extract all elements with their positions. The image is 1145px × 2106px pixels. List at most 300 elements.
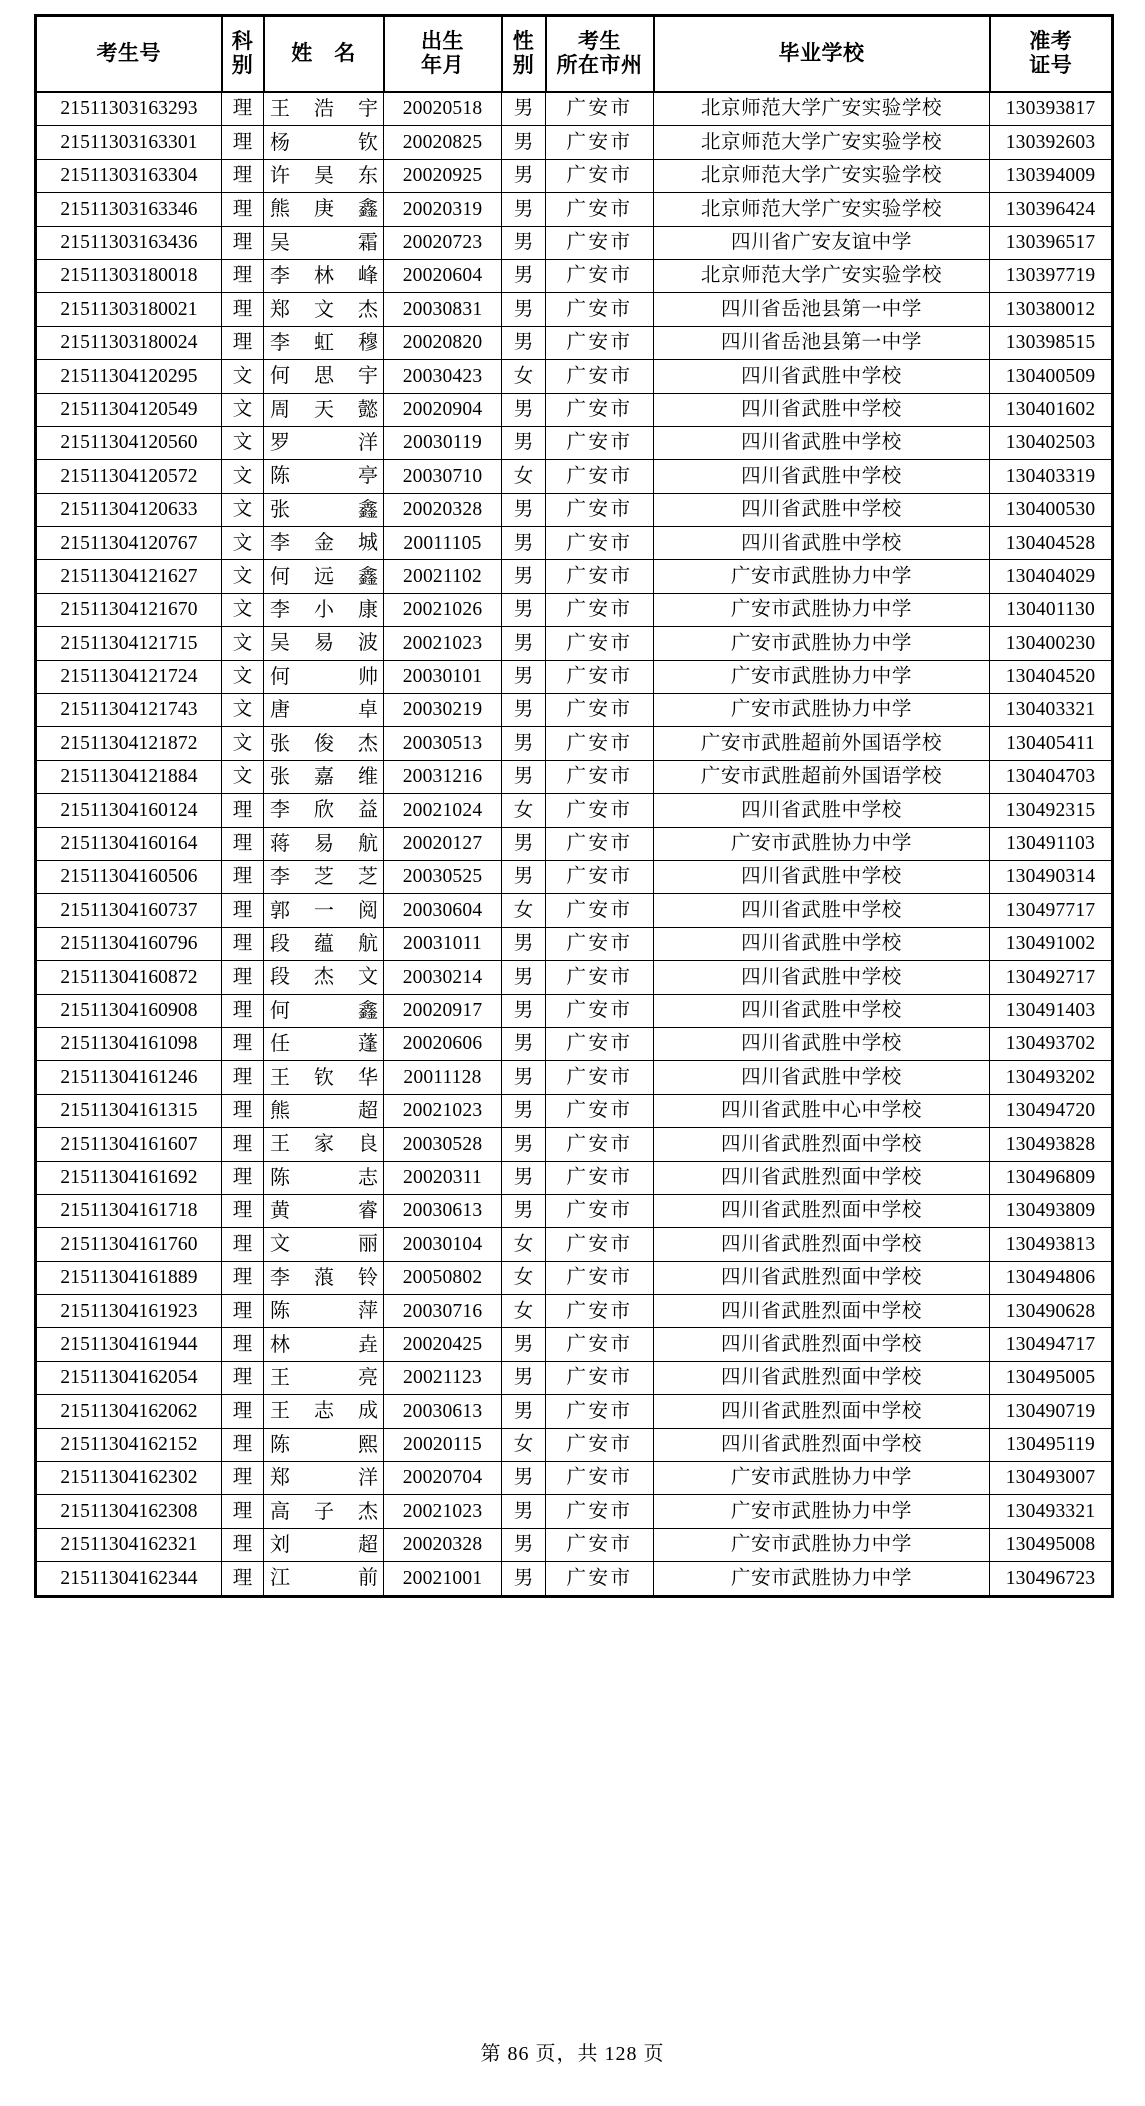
table-row — [36, 326, 1113, 359]
cell-school: 四川省武胜中学校 — [654, 994, 990, 1027]
cell-admit-no: 130403319 — [990, 460, 1113, 493]
name-char: 王 — [270, 98, 290, 121]
name-char: 益 — [358, 799, 378, 822]
name-distributed — [264, 1134, 383, 1154]
column-header-city-line2: 所在市州 — [556, 53, 643, 77]
cell-candidate-no: 21511304160737 — [36, 894, 222, 927]
cell-birth-date: 20020127 — [384, 827, 502, 860]
table-row — [36, 1528, 1113, 1561]
cell-name — [264, 1061, 384, 1094]
cell-school: 四川省武胜中学校 — [654, 426, 990, 459]
cell-subject: 理 — [222, 259, 264, 292]
cell-candidate-no: 21511304120549 — [36, 393, 222, 426]
name-distributed — [264, 1034, 383, 1054]
name-char: 张 — [270, 732, 290, 755]
cell-candidate-no: 21511304121872 — [36, 727, 222, 760]
name-char: 吴 — [270, 231, 290, 254]
cell-school: 四川省岳池县第一中学 — [654, 326, 990, 359]
name-char: 志 — [314, 1400, 334, 1423]
cell-admit-no: 130400530 — [990, 493, 1113, 526]
name-distributed — [264, 500, 383, 520]
table-row — [36, 1061, 1113, 1094]
cell-city: 广安市 — [546, 527, 654, 560]
column-header-gender-line1: 性 — [512, 29, 535, 54]
name-char: 张 — [270, 766, 290, 788]
table-row — [36, 1261, 1113, 1294]
table-row — [36, 860, 1113, 893]
cell-name — [264, 1128, 384, 1161]
cell-city: 广安市 — [546, 126, 654, 159]
cell-birth-date: 20020115 — [384, 1428, 502, 1461]
cell-school: 四川省岳池县第一中学 — [654, 293, 990, 326]
cell-gender: 男 — [502, 193, 546, 226]
cell-birth-date: 20020704 — [384, 1462, 502, 1495]
name-char: 帅 — [358, 665, 378, 688]
cell-birth-date: 20021023 — [384, 1094, 502, 1127]
name-char: 远 — [314, 565, 334, 588]
cell-city: 广安市 — [546, 1194, 654, 1227]
cell-admit-no: 130404520 — [990, 660, 1113, 693]
cell-admit-no: 130404703 — [990, 760, 1113, 793]
cell-gender: 男 — [502, 493, 546, 526]
cell-gender: 男 — [502, 694, 546, 727]
cell-gender: 女 — [502, 1295, 546, 1328]
name-distributed — [264, 600, 383, 620]
cell-candidate-no: 21511304162054 — [36, 1361, 222, 1394]
cell-name — [264, 961, 384, 994]
cell-birth-date: 20020917 — [384, 994, 502, 1027]
cell-subject: 理 — [222, 226, 264, 259]
cell-city: 广安市 — [546, 660, 654, 693]
cell-candidate-no: 21511304161944 — [36, 1328, 222, 1361]
name-char: 蕴 — [314, 932, 334, 955]
name-distributed — [264, 400, 383, 420]
table-header — [36, 16, 1113, 93]
cell-school: 广安市武胜协力中学 — [654, 827, 990, 860]
name-distributed — [264, 533, 383, 553]
page-footer: 第 86 页，共 128 页 — [480, 2043, 665, 2065]
cell-gender: 女 — [502, 1261, 546, 1294]
table-header-row — [36, 16, 1113, 93]
column-header-name-label: 姓 名 — [291, 41, 356, 66]
cell-name — [264, 894, 384, 927]
table-row — [36, 1094, 1113, 1127]
cell-subject: 理 — [222, 1295, 264, 1328]
cell-birth-date: 20020328 — [384, 493, 502, 526]
name-char: 熙 — [358, 1433, 378, 1456]
cell-admit-no: 130493202 — [990, 1061, 1113, 1094]
cell-name — [264, 1428, 384, 1461]
cell-birth-date: 20030831 — [384, 293, 502, 326]
cell-subject: 文 — [222, 627, 264, 660]
cell-admit-no: 130491002 — [990, 927, 1113, 960]
cell-birth-date: 20020328 — [384, 1528, 502, 1561]
cell-admit-no: 130493828 — [990, 1128, 1113, 1161]
name-char: 维 — [358, 766, 378, 788]
name-char: 鑫 — [358, 198, 378, 221]
cell-city: 广安市 — [546, 360, 654, 393]
cell-candidate-no: 21511304120767 — [36, 527, 222, 560]
name-char: 杰 — [314, 966, 334, 989]
table-row — [36, 460, 1113, 493]
cell-candidate-no: 21511304161760 — [36, 1228, 222, 1261]
cell-city: 广安市 — [546, 593, 654, 626]
column-header-candidate-no — [36, 16, 222, 93]
table-row — [36, 794, 1113, 827]
name-char: 超 — [358, 1099, 378, 1122]
name-char: 杰 — [358, 1500, 378, 1523]
cell-subject: 理 — [222, 1562, 264, 1596]
cell-subject: 理 — [222, 1428, 264, 1461]
cell-birth-date: 20021102 — [384, 560, 502, 593]
cell-subject: 理 — [222, 1261, 264, 1294]
cell-candidate-no: 21511304161607 — [36, 1128, 222, 1161]
cell-birth-date: 20020825 — [384, 126, 502, 159]
cell-name — [264, 426, 384, 459]
name-char: 卓 — [358, 699, 378, 722]
name-char: 鑫 — [358, 498, 378, 521]
name-char: 志 — [358, 1166, 378, 1189]
table-row — [36, 259, 1113, 292]
cell-school: 广安市武胜协力中学 — [654, 660, 990, 693]
cell-gender: 男 — [502, 1061, 546, 1094]
cell-city: 广安市 — [546, 860, 654, 893]
table-body — [36, 92, 1113, 1596]
cell-candidate-no: 21511304162152 — [36, 1428, 222, 1461]
cell-subject: 理 — [222, 1161, 264, 1194]
cell-admit-no: 130493321 — [990, 1495, 1113, 1528]
cell-subject: 理 — [222, 894, 264, 927]
cell-school: 四川省武胜中学校 — [654, 894, 990, 927]
table-row — [36, 727, 1113, 760]
cell-school: 四川省武胜烈面中学校 — [654, 1295, 990, 1328]
cell-subject: 理 — [222, 1395, 264, 1428]
name-char: 亮 — [358, 1367, 378, 1390]
name-char: 李 — [270, 265, 290, 288]
cell-admit-no: 130396424 — [990, 193, 1113, 226]
name-char: 萍 — [358, 1300, 378, 1323]
name-distributed — [264, 1068, 383, 1088]
name-distributed — [264, 1568, 383, 1588]
name-char: 芝 — [314, 866, 334, 889]
cell-candidate-no: 21511304160506 — [36, 860, 222, 893]
table-row — [36, 493, 1113, 526]
name-distributed — [264, 1234, 383, 1254]
cell-school: 四川省武胜烈面中学校 — [654, 1228, 990, 1261]
name-char: 何 — [270, 665, 290, 688]
cell-gender: 女 — [502, 1428, 546, 1461]
cell-school: 广安市武胜超前外国语学校 — [654, 760, 990, 793]
cell-city: 广安市 — [546, 293, 654, 326]
column-header-subject-line1: 科 — [231, 29, 254, 54]
cell-birth-date: 20011105 — [384, 527, 502, 560]
cell-candidate-no: 21511304121715 — [36, 627, 222, 660]
cell-admit-no: 130392603 — [990, 126, 1113, 159]
cell-city: 广安市 — [546, 426, 654, 459]
cell-school: 广安市武胜协力中学 — [654, 593, 990, 626]
name-char: 超 — [358, 1533, 378, 1556]
name-char: 江 — [270, 1567, 290, 1590]
column-header-birth-line2: 年月 — [421, 53, 464, 77]
cell-name — [264, 1528, 384, 1561]
cell-subject: 理 — [222, 927, 264, 960]
cell-name — [264, 1328, 384, 1361]
cell-gender: 男 — [502, 259, 546, 292]
column-header-birth-line1: 出生 — [421, 29, 464, 54]
cell-subject: 理 — [222, 794, 264, 827]
name-char: 杰 — [358, 298, 378, 321]
cell-school: 四川省武胜中学校 — [654, 794, 990, 827]
cell-city: 广安市 — [546, 326, 654, 359]
cell-subject: 理 — [222, 1328, 264, 1361]
cell-candidate-no: 21511304121724 — [36, 660, 222, 693]
name-distributed — [264, 767, 383, 787]
column-header-city — [546, 16, 654, 93]
table-row — [36, 593, 1113, 626]
cell-birth-date: 20021026 — [384, 593, 502, 626]
cell-gender: 男 — [502, 159, 546, 192]
table-row — [36, 1027, 1113, 1060]
cell-city: 广安市 — [546, 961, 654, 994]
name-char: 航 — [358, 932, 378, 955]
cell-subject: 理 — [222, 961, 264, 994]
name-char: 李 — [270, 866, 290, 889]
cell-birth-date: 20031011 — [384, 927, 502, 960]
cell-gender: 男 — [502, 927, 546, 960]
cell-gender: 男 — [502, 293, 546, 326]
cell-school: 四川省广安友谊中学 — [654, 226, 990, 259]
cell-birth-date: 20030119 — [384, 426, 502, 459]
name-char: 钦 — [358, 131, 378, 154]
name-char: 波 — [358, 632, 378, 655]
cell-candidate-no: 21511304161923 — [36, 1295, 222, 1328]
cell-city: 广安市 — [546, 1295, 654, 1328]
name-char: 易 — [314, 632, 334, 655]
cell-gender: 男 — [502, 727, 546, 760]
name-distributed — [264, 166, 383, 186]
name-char: 文 — [358, 966, 378, 989]
name-char: 嘉 — [314, 766, 334, 788]
cell-gender: 男 — [502, 126, 546, 159]
name-char: 王 — [270, 1133, 290, 1156]
cell-school: 四川省武胜烈面中学校 — [654, 1161, 990, 1194]
name-char: 李 — [270, 532, 290, 555]
cell-city: 广安市 — [546, 1328, 654, 1361]
cell-city: 广安市 — [546, 1395, 654, 1428]
cell-gender: 男 — [502, 994, 546, 1027]
cell-name — [264, 1361, 384, 1394]
cell-candidate-no: 21511303163293 — [36, 92, 222, 126]
cell-admit-no: 130404528 — [990, 527, 1113, 560]
table-row — [36, 1328, 1113, 1361]
cell-admit-no: 130404029 — [990, 560, 1113, 593]
cell-school: 北京师范大学广安实验学校 — [654, 126, 990, 159]
name-distributed — [264, 366, 383, 386]
cell-candidate-no: 21511303163436 — [36, 226, 222, 259]
cell-subject: 理 — [222, 1528, 264, 1561]
cell-name — [264, 660, 384, 693]
cell-gender: 女 — [502, 894, 546, 927]
cell-birth-date: 20031216 — [384, 760, 502, 793]
cell-subject: 文 — [222, 426, 264, 459]
name-char: 昊 — [314, 164, 334, 187]
cell-city: 广安市 — [546, 1228, 654, 1261]
column-header-candidate-no-label: 考生号 — [96, 41, 161, 66]
name-char: 蓬 — [358, 1033, 378, 1056]
name-distributed — [264, 1368, 383, 1388]
cell-birth-date: 20030513 — [384, 727, 502, 760]
name-char: 任 — [270, 1033, 290, 1056]
table-row — [36, 760, 1113, 793]
cell-admit-no: 130402503 — [990, 426, 1113, 459]
name-char: 陈 — [270, 1166, 290, 1189]
cell-name — [264, 1562, 384, 1596]
cell-gender: 男 — [502, 1128, 546, 1161]
cell-subject: 理 — [222, 860, 264, 893]
cell-school: 四川省武胜中学校 — [654, 961, 990, 994]
name-distributed — [264, 133, 383, 153]
cell-gender: 女 — [502, 794, 546, 827]
name-char: 航 — [358, 832, 378, 855]
cell-birth-date: 20030613 — [384, 1395, 502, 1428]
cell-name — [264, 159, 384, 192]
cell-city: 广安市 — [546, 159, 654, 192]
cell-school: 四川省武胜中学校 — [654, 1027, 990, 1060]
column-header-subject — [222, 16, 264, 93]
cell-birth-date: 20030613 — [384, 1194, 502, 1227]
name-char: 蒋 — [270, 832, 290, 855]
table-row — [36, 193, 1113, 226]
cell-birth-date: 20030423 — [384, 360, 502, 393]
cell-birth-date: 20021023 — [384, 627, 502, 660]
cell-birth-date: 20020925 — [384, 159, 502, 192]
table-row — [36, 92, 1113, 126]
cell-gender: 女 — [502, 360, 546, 393]
name-char: 前 — [358, 1567, 378, 1590]
name-char: 熊 — [270, 198, 290, 221]
name-distributed — [264, 1301, 383, 1321]
cell-name — [264, 293, 384, 326]
cell-gender: 男 — [502, 760, 546, 793]
cell-candidate-no: 21511303180018 — [36, 259, 222, 292]
cell-city: 广安市 — [546, 193, 654, 226]
column-header-school — [654, 16, 990, 93]
cell-name — [264, 827, 384, 860]
name-char: 鑫 — [358, 565, 378, 588]
name-char: 刘 — [270, 1533, 290, 1556]
cell-candidate-no: 21511304161098 — [36, 1027, 222, 1060]
cell-admit-no: 130394009 — [990, 159, 1113, 192]
name-distributed — [264, 700, 383, 720]
table-row — [36, 627, 1113, 660]
name-char: 何 — [270, 565, 290, 588]
cell-birth-date: 20030604 — [384, 894, 502, 927]
name-char: 何 — [270, 999, 290, 1022]
cell-school: 四川省武胜烈面中学校 — [654, 1361, 990, 1394]
cell-admit-no: 130493702 — [990, 1027, 1113, 1060]
cell-name — [264, 760, 384, 793]
cell-name — [264, 560, 384, 593]
name-distributed — [264, 333, 383, 353]
cell-name — [264, 393, 384, 426]
table-row — [36, 961, 1113, 994]
cell-school: 四川省武胜烈面中学校 — [654, 1261, 990, 1294]
table-row — [36, 894, 1113, 927]
cell-subject: 文 — [222, 694, 264, 727]
name-char: 金 — [314, 532, 334, 555]
cell-name — [264, 627, 384, 660]
table-row — [36, 1161, 1113, 1194]
cell-birth-date: 20021001 — [384, 1562, 502, 1596]
column-header-school-label: 毕业学校 — [778, 41, 865, 66]
column-header-city-line1: 考生 — [578, 29, 621, 54]
cell-candidate-no: 21511304120633 — [36, 493, 222, 526]
name-distributed — [264, 199, 383, 219]
name-char: 宇 — [358, 98, 378, 121]
name-distributed — [264, 1468, 383, 1488]
cell-subject: 理 — [222, 1228, 264, 1261]
cell-school: 广安市武胜协力中学 — [654, 1528, 990, 1561]
cell-admit-no: 130497717 — [990, 894, 1113, 927]
column-header-gender-line2: 别 — [512, 53, 535, 77]
name-char: 峰 — [358, 265, 378, 288]
cell-admit-no: 130491103 — [990, 827, 1113, 860]
cell-city: 广安市 — [546, 1094, 654, 1127]
name-distributed — [264, 1201, 383, 1221]
cell-subject: 理 — [222, 1061, 264, 1094]
name-distributed — [264, 433, 383, 453]
cell-name — [264, 360, 384, 393]
table-row — [36, 159, 1113, 192]
name-char: 洋 — [358, 432, 378, 455]
name-char: 许 — [270, 164, 290, 187]
name-distributed — [264, 1502, 383, 1522]
cell-gender: 男 — [502, 1161, 546, 1194]
cell-admit-no: 130494806 — [990, 1261, 1113, 1294]
column-header-admit-line2: 证号 — [1029, 53, 1073, 77]
cell-name — [264, 694, 384, 727]
cell-subject: 文 — [222, 360, 264, 393]
cell-city: 广安市 — [546, 760, 654, 793]
cell-school: 四川省武胜烈面中学校 — [654, 1128, 990, 1161]
cell-candidate-no: 21511304161889 — [36, 1261, 222, 1294]
cell-gender: 男 — [502, 961, 546, 994]
name-distributed — [264, 300, 383, 320]
name-char: 浩 — [314, 98, 334, 121]
table-row — [36, 293, 1113, 326]
cell-subject: 理 — [222, 994, 264, 1027]
cell-gender: 男 — [502, 627, 546, 660]
table-row — [36, 1228, 1113, 1261]
name-char: 天 — [314, 398, 334, 421]
cell-candidate-no: 21511304162321 — [36, 1528, 222, 1561]
cell-school: 北京师范大学广安实验学校 — [654, 259, 990, 292]
name-distributed — [264, 667, 383, 687]
cell-candidate-no: 21511304161246 — [36, 1061, 222, 1094]
cell-name — [264, 593, 384, 626]
cell-school: 四川省武胜烈面中学校 — [654, 1328, 990, 1361]
name-char: 唐 — [270, 699, 290, 722]
cell-subject: 理 — [222, 1027, 264, 1060]
name-char: 庚 — [314, 198, 334, 221]
cell-candidate-no: 21511304161315 — [36, 1094, 222, 1127]
name-char: 杰 — [358, 732, 378, 755]
table-row — [36, 560, 1113, 593]
cell-subject: 理 — [222, 193, 264, 226]
cell-candidate-no: 21511304121670 — [36, 593, 222, 626]
name-char: 亭 — [358, 465, 378, 488]
cell-gender: 男 — [502, 1194, 546, 1227]
